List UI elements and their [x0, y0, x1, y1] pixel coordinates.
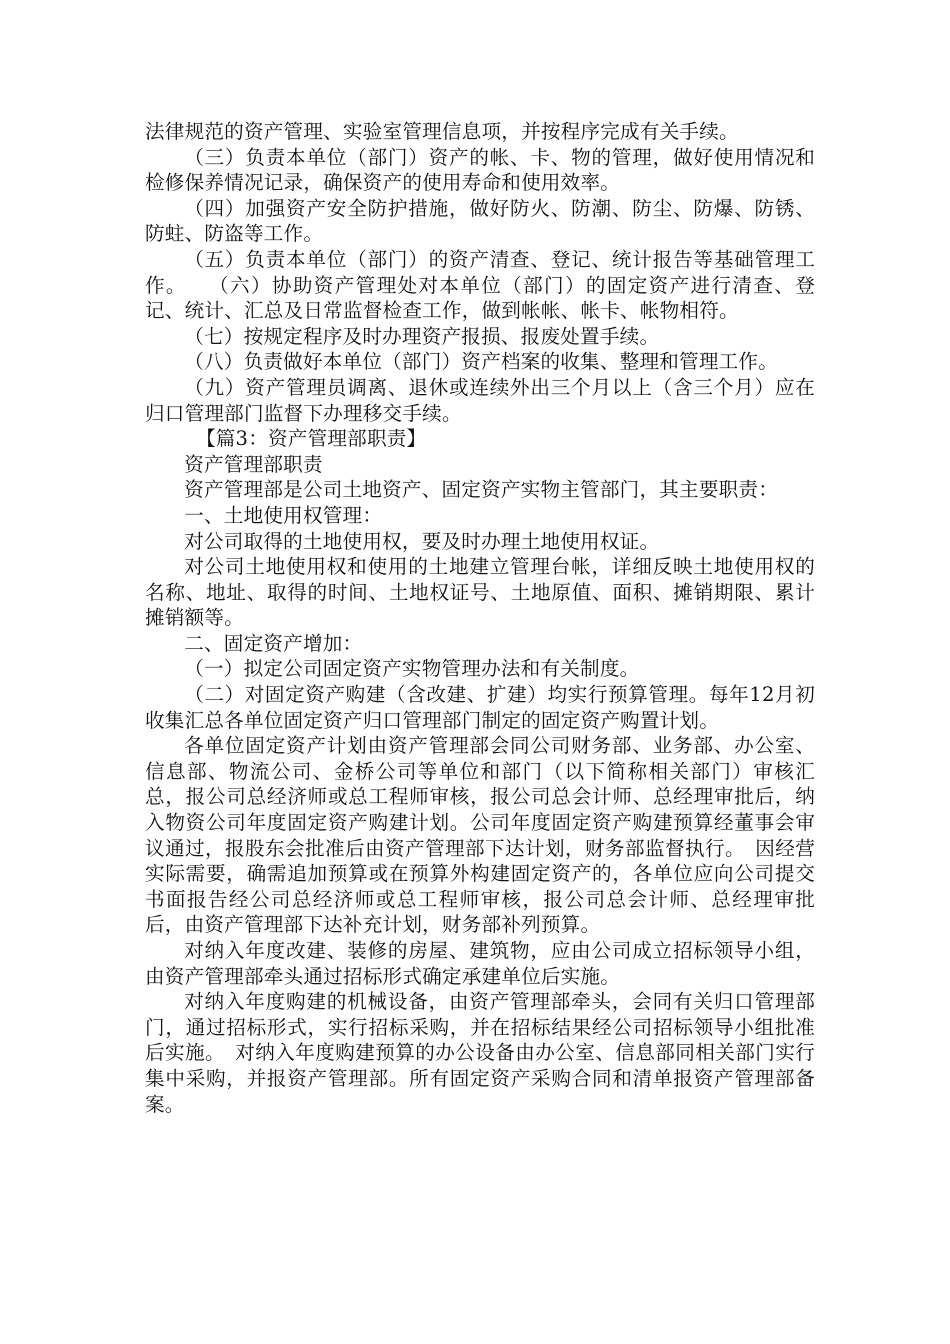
- paragraph: 法律规范的资产管理、实验室管理信息项，并按程序完成有关手续。: [145, 120, 739, 143]
- paragraph: （二）对固定资产购建（含改建、扩建）均实行预算管理。每年12月初收集汇总各单位固定资产归口管理部门制定的固定资产购置计划。: [145, 683, 815, 732]
- paragraph: （七）按规定程序及时办理资产报损、报废处置手续。: [184, 324, 660, 348]
- paragraph: 对纳入年度改建、装修的房屋、建筑物，应由公司成立招标领导小组，由资产管理部牵头通过招标形式确定承建单位后实施。: [145, 939, 815, 988]
- paragraph: 各单位固定资产计划由资产管理部会同公司财务部、业务部、办公室、信息部、物流公司、金桥公司等单位和部门（以下简称相关部门）审核汇总，报公司总经济师或总工程师审核，报公司总会计师、总经理审批后，纳入物资公司年度固定资产购建计划。公司年度固定资产购建预算经董事会审议通过，报股东会批准后由资产管理部下达计划，财务部监督执行。 因经营实际需要，确需追加预算或在预算外构建固定资产的，各单位应向公司提交书面报告经公司总经济师或总工程师审核，报公司总会计师、总经理审批后，由资产管理部下达补充计划，财务部补列预算。: [145, 734, 815, 937]
- section-title: 资产管理部职责: [184, 452, 323, 476]
- paragraph: 对纳入年度购建的机械设备，由资产管理部牵头，会同有关归口管理部门，通过招标形式，实行招标采购，并在招标结果经公司招标领导小组批准后实施。 对纳入年度购建预算的办公设备由办公室、信息部同相关部门实行集中采购，并报资产管理部。所有固定资产采购合同和清单报资产管理部备案。: [145, 990, 815, 1116]
- paragraph: （四）加强资产安全防护措施，做好防火、防潮、防尘、防爆、防锈、防蛀、防盗等工作。: [145, 196, 815, 246]
- subsection-heading: 二、固定资产增加：: [184, 631, 363, 655]
- paragraph: （八）负责做好本单位（部门）资产档案的收集、整理和管理工作。: [184, 350, 778, 374]
- paragraph: （三）负责本单位（部门）资产的帐、卡、物的管理，做好使用情况和检修保养情况记录，确保资产的使用寿命和使用效率。: [145, 145, 815, 195]
- paragraph: 对公司取得的土地使用权，要及时办理土地使用权证。: [184, 529, 660, 553]
- paragraph: （一）拟定公司固定资产实物管理办法和有关制度。: [184, 657, 640, 681]
- paragraph: （五）负责本单位（部门）的资产清查、登记、统计报告等基础管理工作。 （六）协助资产管理处对本单位（部门）的固定资产进行清查、登记、统计、汇总及日常监督检查工作，做到帐帐、帐卡、帐物相符。: [145, 247, 815, 323]
- section-heading: 【篇3：资产管理部职责】: [195, 427, 427, 451]
- paragraph: 对公司土地使用权和使用的土地建立管理台帐，详细反映土地使用权的名称、地址、取得的时间、土地权证号、土地原值、面积、摊销期限、累计摊销额等。: [145, 555, 815, 630]
- document-page: [145, 119, 815, 1117]
- subsection-heading: 一、土地使用权管理：: [184, 503, 383, 527]
- paragraph: 资产管理部是公司土地资产、固定资产实物主管部门，其主要职责：: [184, 478, 778, 502]
- paragraph: （九）资产管理员调离、退休或连续外出三个月以上（含三个月）应在归口管理部门监督下办理移交手续。: [145, 375, 815, 425]
